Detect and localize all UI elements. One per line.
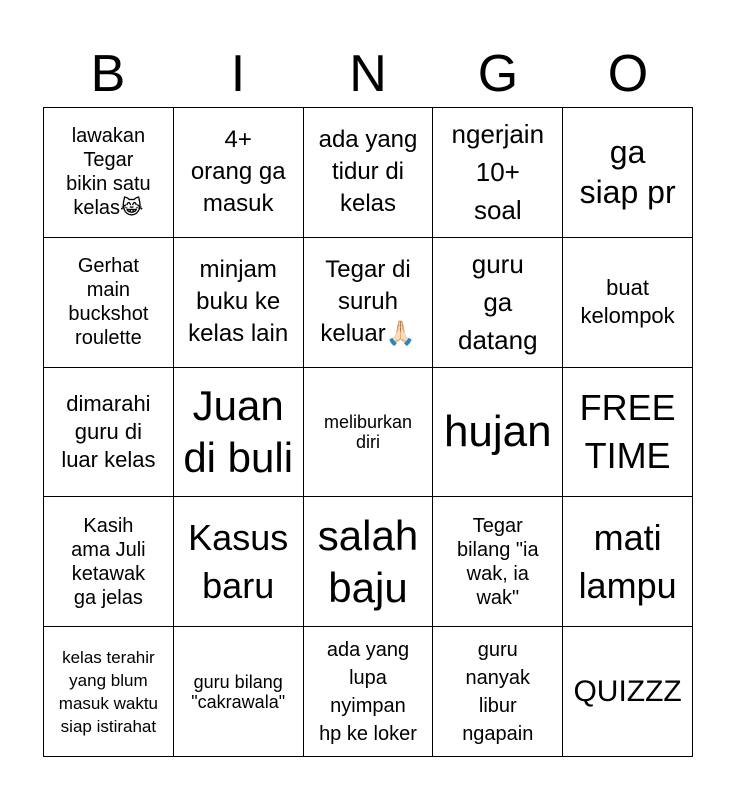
bingo-cell[interactable]	[433, 627, 563, 757]
cell-text: ada yang lupa nyimpan hp ke loker	[319, 638, 417, 745]
bingo-cell[interactable]	[174, 108, 304, 238]
bingo-cell[interactable]	[44, 238, 174, 368]
cell-text: minjam buku ke kelas lain	[188, 256, 289, 348]
cell-text: FREE TIME	[579, 386, 676, 476]
header-letter-b: B	[90, 45, 126, 103]
bingo-cell[interactable]	[304, 238, 434, 368]
cell-text: salah baju	[317, 511, 419, 611]
bingo-header	[43, 40, 693, 108]
header-letter-n: N	[349, 45, 387, 103]
cell-text: Juan di buli	[183, 381, 294, 481]
bingo-cell[interactable]	[44, 497, 174, 627]
bingo-cell[interactable]	[563, 108, 693, 238]
cell-text: Tegar bilang "ia wak, ia wak"	[456, 514, 539, 609]
bingo-cell[interactable]	[44, 368, 174, 498]
bingo-cell[interactable]	[563, 497, 693, 627]
bingo-cell[interactable]	[304, 108, 434, 238]
bingo-cell[interactable]	[44, 108, 174, 238]
header-letter-o: O	[607, 45, 649, 103]
bingo-cell[interactable]	[304, 368, 434, 498]
cell-text: 4+ orang ga masuk	[190, 126, 286, 218]
bingo-cell[interactable]	[433, 238, 563, 368]
bingo-cell[interactable]	[433, 368, 563, 498]
bingo-cell[interactable]	[563, 627, 693, 757]
bingo-cell[interactable]	[174, 368, 304, 498]
cell-text: buat kelompok	[580, 275, 675, 329]
cell-text: Gerhat main buckshot roulette	[68, 255, 149, 350]
bingo-cell[interactable]	[433, 497, 563, 627]
cell-text: ada yang tidur di kelas	[318, 126, 418, 218]
header-letter-i: I	[230, 45, 246, 103]
bingo-cell[interactable]	[44, 627, 174, 757]
cell-text: kelas terahir yang blum masuk waktu siap istirahat	[58, 647, 158, 736]
cell-text: guru ga datang	[458, 249, 538, 356]
cell-text: ngerjain 10+ soal	[451, 119, 545, 226]
cell-text: guru nanyak libur ngapain	[462, 638, 534, 745]
bingo-cell[interactable]	[174, 497, 304, 627]
cell-text: ga siap pr	[579, 134, 676, 211]
bingo-grid	[43, 107, 693, 757]
bingo-cell[interactable]	[433, 108, 563, 238]
header-letter-g: G	[477, 45, 519, 103]
bingo-cell[interactable]	[563, 238, 693, 368]
cell-text: dimarahi guru di luar kelas	[61, 390, 156, 472]
bingo-cell[interactable]	[304, 497, 434, 627]
bingo-cell[interactable]	[174, 238, 304, 368]
cell-text: mati lampu	[578, 516, 677, 606]
cell-text: Kasus baru	[188, 516, 289, 606]
cell-text: Kasih ama Juli ketawak ga jelas	[71, 514, 146, 609]
cell-text: meliburkan diri	[323, 411, 413, 452]
bingo-cell[interactable]	[174, 627, 304, 757]
cell-text: QUIZZZ	[573, 674, 682, 708]
bingo-cell[interactable]	[304, 627, 434, 757]
cell-text: guru bilang "cakrawala"	[191, 671, 286, 712]
cell-text: lawakan Tegar bikin satu kelas😹	[66, 125, 151, 220]
free-space-cell[interactable]	[563, 368, 693, 498]
cell-text: hujan	[443, 406, 552, 456]
cell-text: Tegar di suruh keluar🙏🏻	[320, 256, 416, 348]
